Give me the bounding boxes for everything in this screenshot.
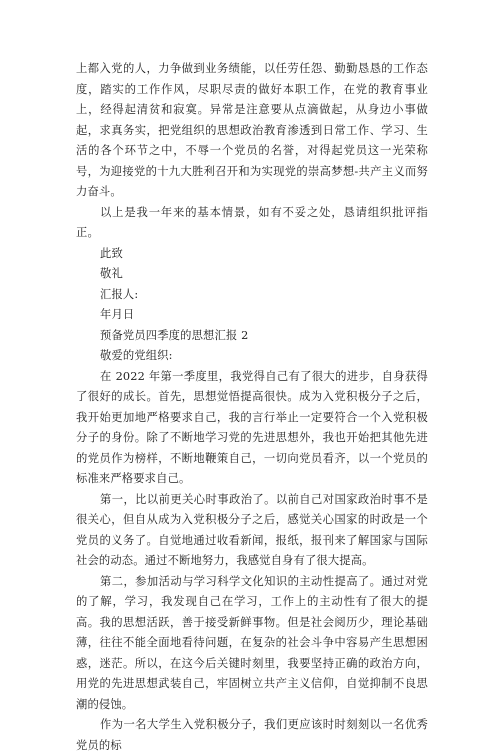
date-label: 年月日 (100, 308, 135, 321)
salutation-cizhi: 此致 (100, 246, 123, 260)
greeting: 敬爱的党组织: (100, 349, 173, 362)
reporter-label: 汇报人: (100, 287, 139, 301)
paragraph-closing-remark: 以上是我一年来的基本情景，如有不妥之处，恳请组织批评指正。 (76, 205, 428, 239)
section-title: 预备党员四季度的思想汇报 2 (100, 328, 249, 342)
document-body (76, 59, 428, 756)
paragraph-continuation: 上都入党的人，力争做到业务绩能，以任劳任怨、勤勤恳恳的工作态度，踏实的工作作风，尽职尽责的做好本职工作，在党的教育事业上，经得起清贫和寂寞。异常是注意要从点滴做起，从身边小事做起，求真务实，把党组织的思想政治教育渗透到日常工作、学习、生活的各个环节之中，不辱一个党员的名誉，对得起党员这一光荣称号，为迎接党的十九大胜利召开和为实现党的崇高梦想-共产主义而努力奋斗。 (76, 62, 428, 198)
paragraph-point-two: 第二，参加活动与学习科学文化知识的主动性提高了。通过对党的了解，学习，我发现自己在学习，工作上的主动性有了很大的提高。我的思想活跃，善于接受新鲜事物。但是社会阅历少，理论基础薄，往往不能全面地看待问题，在复杂的社会斗争中容易产生思想困惑，迷茫。所以，在这今后关键时刻里，我要坚持正确的政治方向，用党的先进思想武装自己，牢固树立共产主义信仰，自觉抑制不良思潮的侵蚀。 (76, 574, 428, 711)
salutation-jingli: 敬礼 (100, 267, 123, 280)
paragraph-final: 作为一名大学生入党积极分子，我们更应该时时刻刻以一名优秀党员的标 (76, 718, 428, 752)
paragraph-point-one: 第一，比以前更关心时事政治了。以前自己对国家政治时事不是很关心，但自从成为入党积极分子之后，感觉关心国家的时政是一个党员的义务了。自觉地通过收看新闻，报纸，报刊来了解国家与国际社会的动态。通过不断地努力，我感觉自身有了很大提高。 (76, 492, 428, 567)
paragraph-intro: 在 2022 年第一季度里，我党得自己有了很大的进步，自身获得了很好的成长。首先，思想觉悟提高很快。成为入党积极分子之后，我开始更加地严格要求自己，我的言行举止一定要符合一个入党积极分子的身份。除了不断地学习党的先进思想外，我也开始把其他先进的党员作为榜样，不断地鞭策自己，一切向党员看齐，以一个党员的标准来严格要求自己。 (76, 369, 428, 485)
